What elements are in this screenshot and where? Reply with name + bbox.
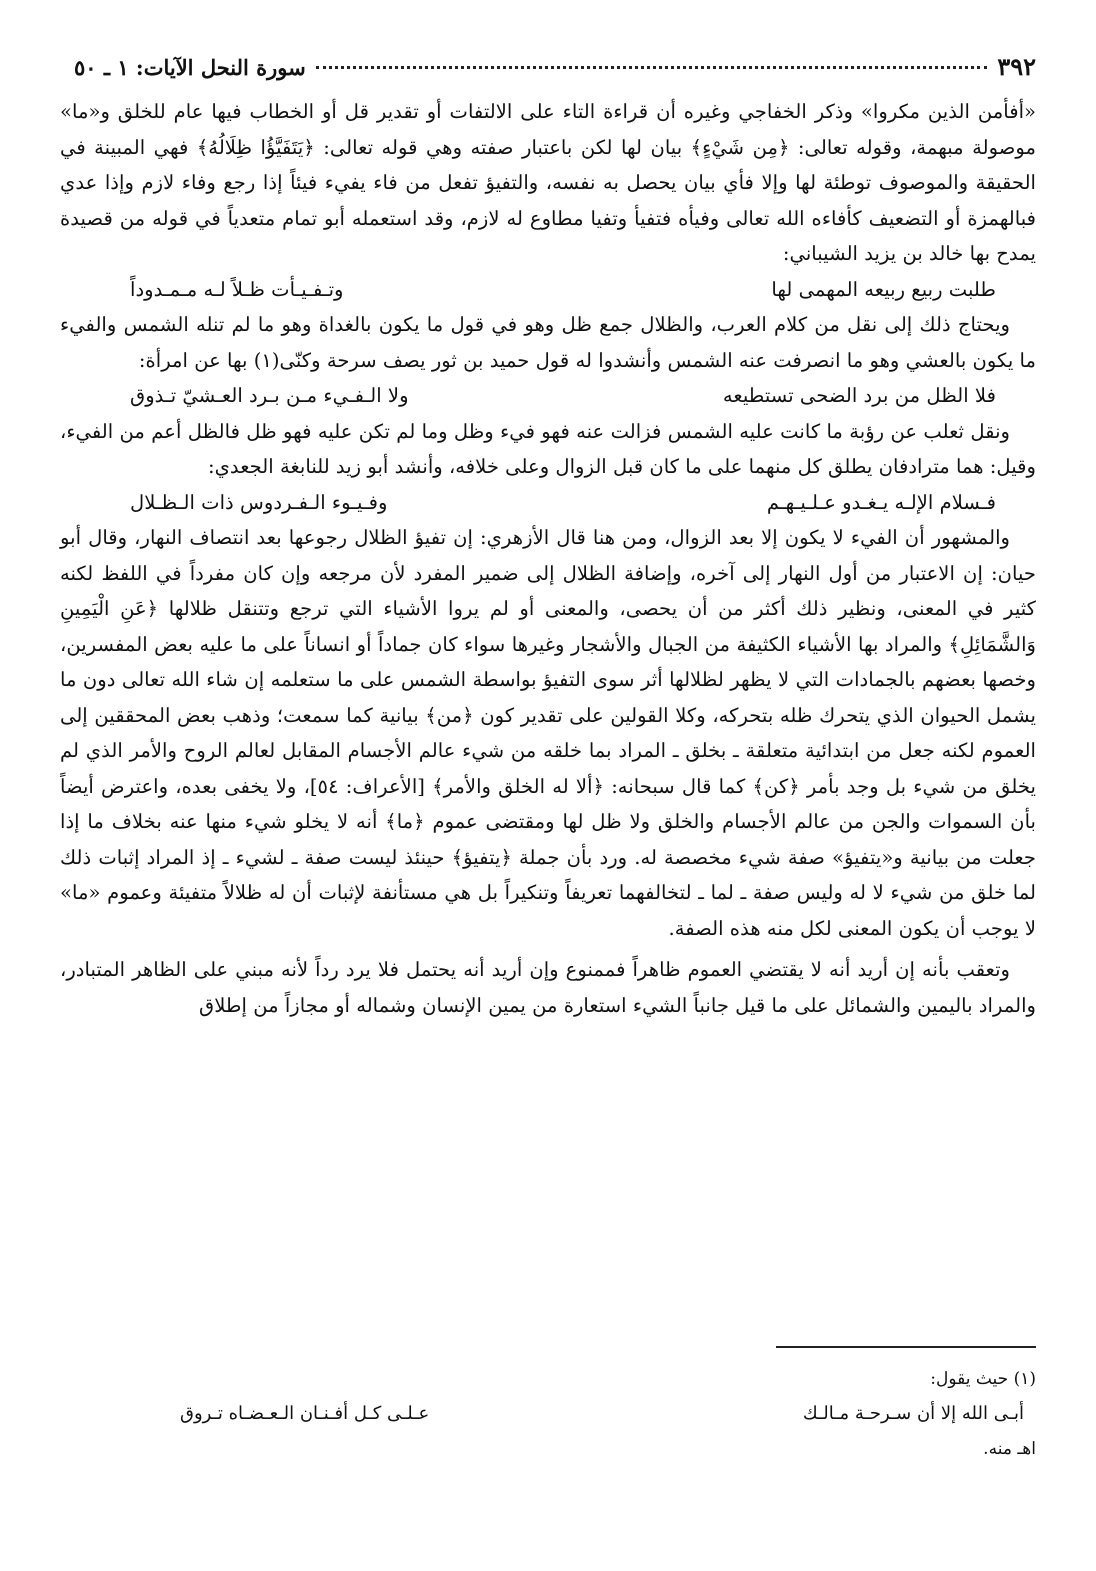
verse-line-2 [60,378,1036,414]
paragraph-4: والمشهور أن الفيء لا يكون إلا بعد الزوال، ومن هنا قال الأزهري: إن تفيؤ الظلال رجوعها بعد انتصاف النهار، وقال أبو حيان: إن الاعتبار من أول النهار إلى آخره، وإضافة الظلال إلى ضمير المفرد لأن مرجعه وإن كان مفرداً في اللفظ لكنه كثير في المعنى، ونظير ذلك أكثر من أن يحصى، والمعنى أو لم يروا الأشياء التي ترجع وتتنقل ظلالها ﴿عَنِ الْيَمِينِ وَالشَّمَائِلِ﴾ والمراد بها الأشياء الكثيفة من الجبال والأشجار وغيرها سواء كان جماداً أو انساناً على ما عليه بعض المفسرين، وخصها بعضهم بالجمادات التي لا يظهر لظلالها أثر سوى التفيؤ بواسطة الشمس على ما ستعلمه إن شاء الله تعالى دون ما يشمل الحيوان الذي يتحرك ظله بتحركه، وكلا القولين على تقدير كون ﴿من﴾ بيانية كما سمعت؛ وذهب بعض المحققين إلى العموم لكنه جعل من ابتدائية متعلقة ـ بخلق ـ المراد بما خلقه من شيء عالم الأجسام المقابل لعالم الروح والأمر الذي لم يخلق من شيء بل وجد بأمر ﴿كن﴾ كما قال سبحانه: ﴿ألا له الخلق والأمر﴾ [الأعراف: ٥٤]، ولا يخفى بعده، واعترض أيضاً بأن السموات والجن من عالم الأجسام والخلق ولا ظل لها ومقتضى عموم ﴿ما﴾ أنه لا يخلو شيء منها عنه بخلاف ما إذا جعلت من بيانية و«يتفيؤ» صفة شيء مخصصة له. ورد بأن جملة ﴿يتفيؤ﴾ حينئذ ليست صفة ـ لشيء ـ إذ المراد إثبات ذلك لما خلق من شيء لا له وليس صفة ـ لما ـ لتخالفهما تعريفاً وتنكيراً بل هي مستأنفة لإثبات أن له ظلالاً متفيئة وعموم «ما» لا يوجب أن يكون المعنى لكل منه هذه الصفة. [60,526,1036,940]
verse-2-first-hemistich: فلا الظل من برد الضحى تستطيعه [722,384,996,407]
page-number: ٣٩٢ [997,52,1036,81]
footnote-marker: (١) [1013,1369,1036,1389]
footnote-intro-line [60,1362,1036,1396]
verse-line-1 [60,272,1036,308]
verse-3-first-hemistich: فـسلام الإلـه يـغـدو عـلـيـهـم [766,490,996,514]
footnotes-section [60,1346,1036,1466]
verse-1-second-hemistich: وتـفـيـأت ظـلاً لـه مـمـدوداً [130,277,344,301]
paragraph-2: ويحتاج ذلك إلى نقل من كلام العرب، والظلال جمع ظل وهو في قول ما يكون بالغداة وهو ما لم تنله الشمس والفيء ما يكون بالعشي وهو ما انصرفت عنه الشمس وأنشدوا له قول حميد بن ثور يصف سرحة وكنّى(١) بها عن امرأة: [60,313,1036,372]
footnote-closing: اهـ منه. [983,1439,1036,1459]
document-page [60,52,1036,1023]
main-text [60,94,1036,1023]
verse-3-second-hemistich: وفـيـوء الـفـردوس ذات الـظـلال [130,490,388,514]
footnote-separator [776,1346,1036,1348]
footnote-verse-second: عـلـى كـل أفـنـان الـعـضـاه تـروق [180,1403,430,1424]
paragraph-5: وتعقب بأنه إن أريد أنه لا يقتضي العموم ظاهراً فممنوع وإن أريد أنه يحتمل فلا يرد رداً لأنه مبني على الظاهر المتبادر، والمراد باليمين والشمائل على ما قيل جانباً الشيء استعارة من يمين الإنسان وشماله أو مجازاً من إطلاق [60,958,1036,1017]
page-header [60,52,1036,86]
verse-line-3 [60,485,1036,521]
verse-2-second-hemistich: ولا الـفـيء مـن بـرد العـشيّ تـذوق [130,384,409,407]
paragraph-3: ونقل ثعلب عن رؤبة ما كانت عليه الشمس فزالت عنه فهو فيء وظل وما لم تكن عليه فهو ظل فالظل أعم من الفيء، وقيل: هما مترادفان يطلق كل منهما على ما كان قبل الزوال وعلى خلافه، وأنشد أبو زيد للنابغة الجعدي: [60,419,1036,478]
header-title-wrap [74,55,997,80]
surah-title: سورة النحل الآيات: ١ ـ ٥٠ [74,55,306,80]
footnote-verse-first: أبـى الله إلا أن سـرحـة مـالـك [802,1403,1024,1424]
paragraph-1: «أفأمن الذين مكروا» وذكر الخفاجي وغيره أن قراءة التاء على الالتفات أو تقدير قل أو الخطاب فيها عام للخلق و«ما» موصولة مبهمة، وقوله تعالى: ﴿مِن شَيْءٍ﴾ بيان لها لكن باعتبار صفته وهي قوله تعالى: ﴿يَتَفَيَّؤُا ظِلَالُهُ﴾ فهي المبينة في الحقيقة والموصوف توطئة لها وإلا فأي بيان يحصل به نفسه، والتفيؤ تفعل من فاء يفيء فيئاً إذا رجع وفاء لازم وإذا عدي فبالهمزة أو التضعيف كأفاءه الله تعالى وفيأه فتفيأ وتفيا مطاوع له لازم، وقد استعمله أبو تمام متعدياً في قوله من قصيدة يمدح بها خالد بن يزيد الشيباني: [60,100,1036,265]
footnote-verse [60,1396,1036,1432]
footnote-intro: حيث يقول: [930,1369,1009,1389]
verse-1-first-hemistich: طلبت ربيع ربيعه المهمى لها [771,277,996,301]
header-dot-leader [316,66,988,69]
